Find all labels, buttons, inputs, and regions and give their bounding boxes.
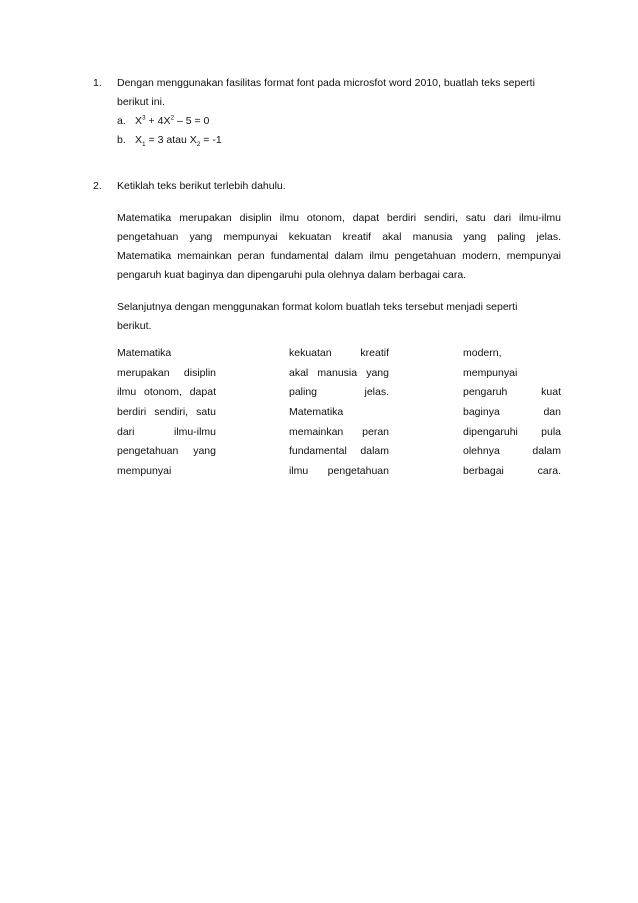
column-line: kekuatan kreatif [289,347,389,359]
column-line: baginya dan [463,406,561,419]
column-line: olehnya dalam [463,445,561,458]
paragraph-line: pengetahuan yang mempunyai kekuatan kreatif akal manusia yang paling jelas. [117,231,561,243]
column-line: ilmu otonom, dapat [117,386,216,399]
column-line: mempunyai [463,366,518,379]
column-line: Matematika [289,406,344,419]
column-line: dipengaruhi pula [463,425,561,438]
column-line: ilmu pengetahuan [289,465,389,478]
instruction-line2: berikut. [117,320,152,332]
column-line: pengaruh kuat [463,386,561,399]
column-line: paling jelas. [289,386,389,399]
equation-a: $X^3 + 4X^2 - 5 = 0$ [135,114,210,127]
item1-line2: berikut ini. [117,96,165,108]
column-1 [117,347,216,485]
sub-item-b-label: b. [117,134,126,146]
paragraph-line: Matematika merupakan disiplin ilmu otonom, dapat berdiri sendiri, satu dari ilmu-ilmu [117,212,561,224]
paragraph-line-last: pengaruh kuat baginya dan dipengaruhi pula olehnya dalam berbagai cara. [117,269,467,281]
item-number-1: 1. [93,77,102,89]
column-line: berbagai cara. [463,465,561,478]
column-line: berdiri sendiri, satu [117,406,216,419]
column-line: akal manusia yang [289,366,389,379]
equation-b: $X_1 = 3$ atau $X_2 = -1$ [135,134,222,149]
column-line: merupakan disiplin [117,366,216,379]
sample-paragraph [117,212,561,269]
column-line: fundamental dalam [289,445,389,458]
instruction-line1: Selanjutnya dengan menggunakan format kolom buatlah teks tersebut menjadi seperti [117,301,518,313]
column-line: modern, [463,347,502,359]
item1-line1: Dengan menggunakan fasilitas format font pada microsfot word 2010, buatlah teks seperti [117,77,535,89]
column-line: dari ilmu-ilmu [117,425,216,438]
column-line: pengetahuan yang [117,445,216,458]
column-line: memainkan peran [289,425,389,438]
item2-intro: Ketiklah teks berikut terlebih dahulu. [117,180,286,192]
column-3 [463,347,561,485]
column-2 [289,347,389,485]
sub-item-a-label: a. [117,115,126,127]
item-number-2: 2. [93,180,102,192]
column-line: mempunyai [117,465,172,478]
paragraph-line: Matematika memainkan peran fundamental dalam ilmu pengetahuan modern, mempunyai [117,250,561,262]
column-line: Matematika [117,347,172,359]
